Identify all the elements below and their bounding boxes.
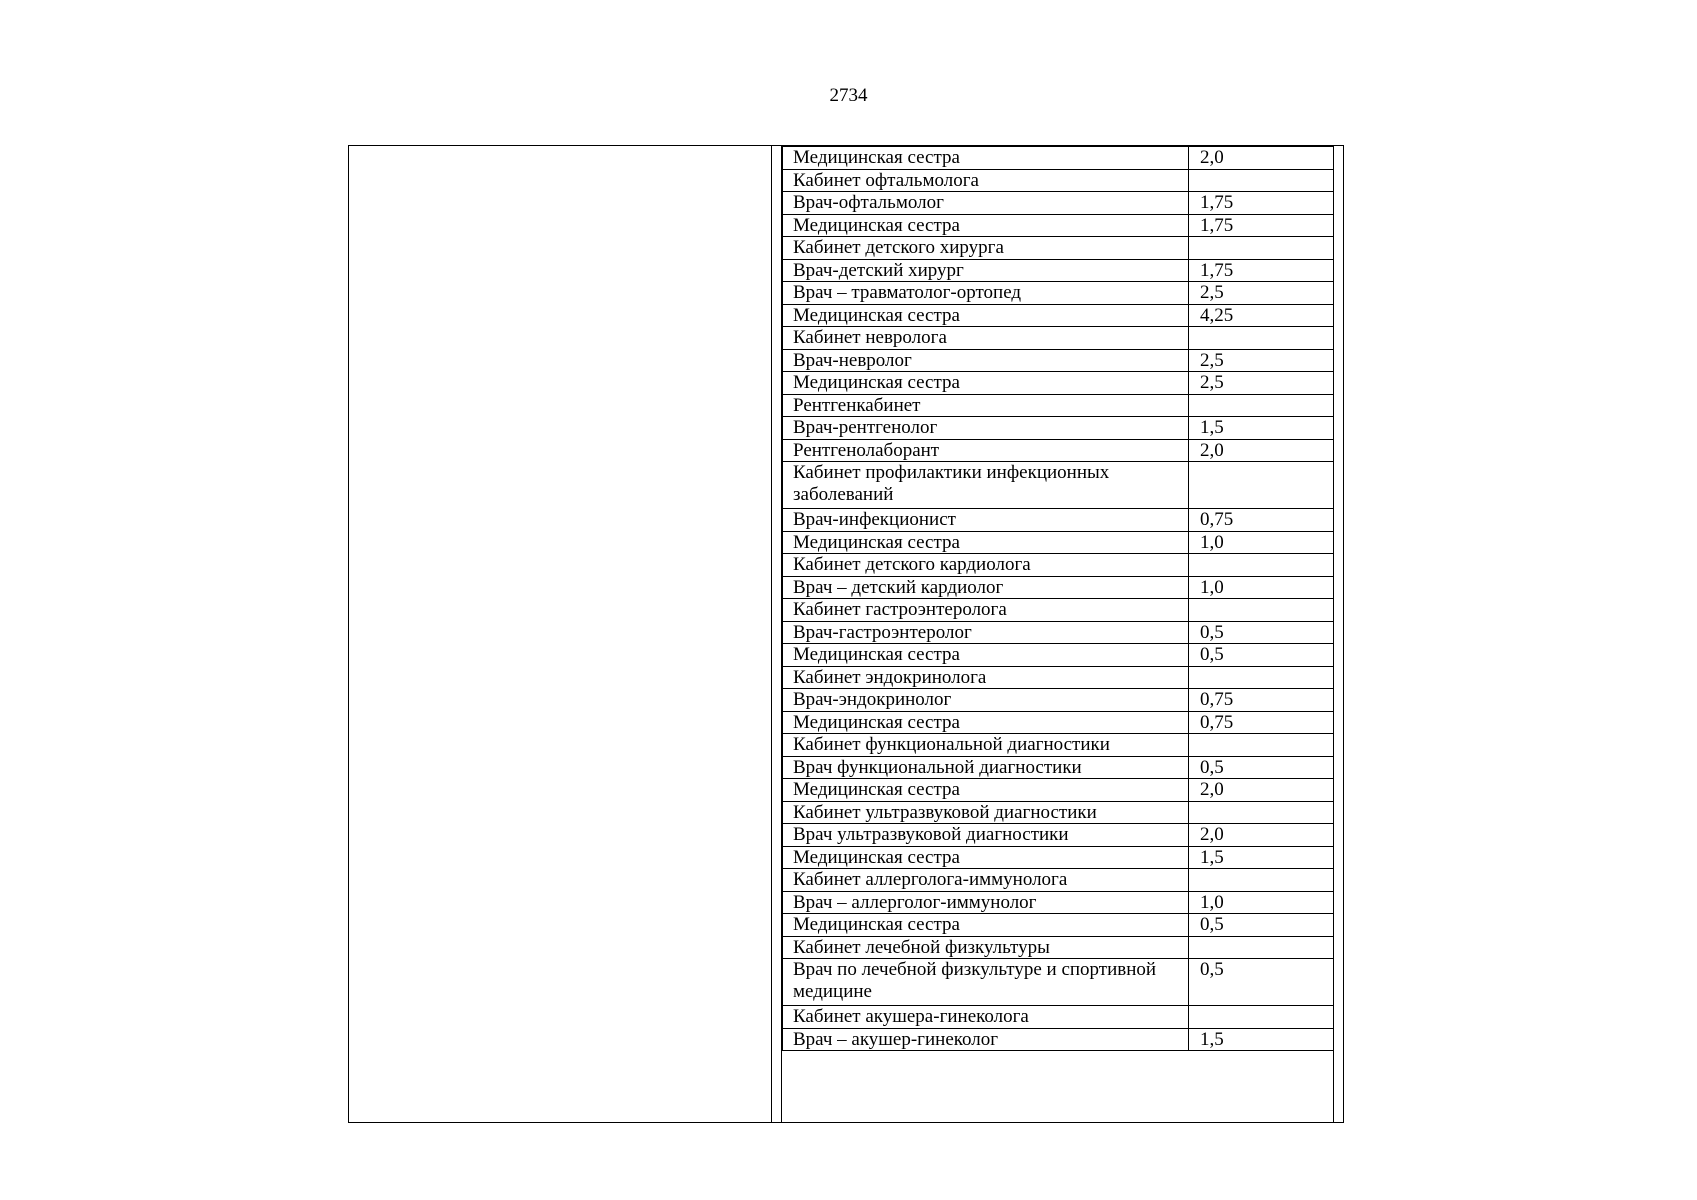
staff-count-cell: 1,0 bbox=[1189, 576, 1334, 599]
table-row bbox=[783, 147, 1334, 170]
table-row bbox=[783, 734, 1334, 757]
table-row bbox=[783, 304, 1334, 327]
table-row bbox=[783, 576, 1334, 599]
staff-count-cell: 0,5 bbox=[1189, 959, 1334, 1006]
table-row bbox=[783, 237, 1334, 260]
staff-count-cell: 0,75 bbox=[1189, 509, 1334, 532]
staff-count-cell: 1,75 bbox=[1189, 192, 1334, 215]
table-row bbox=[783, 959, 1334, 1006]
table-row bbox=[783, 711, 1334, 734]
table-row bbox=[783, 756, 1334, 779]
table-row bbox=[783, 349, 1334, 372]
position-name-cell: Врач функциональной диагностики bbox=[783, 756, 1189, 779]
table-row bbox=[783, 259, 1334, 282]
position-name-cell: Медицинская сестра bbox=[783, 644, 1189, 667]
table-row bbox=[783, 372, 1334, 395]
position-name-cell: Кабинет функциональной диагностики bbox=[783, 734, 1189, 757]
table-row bbox=[783, 554, 1334, 577]
position-name-cell: Врач ультразвуковой диагностики bbox=[783, 824, 1189, 847]
position-name-cell: Медицинская сестра bbox=[783, 914, 1189, 937]
table-row bbox=[783, 869, 1334, 892]
position-name-cell: Рентгенкабинет bbox=[783, 394, 1189, 417]
staffing-table-body bbox=[783, 147, 1334, 1051]
staff-count-cell bbox=[1189, 936, 1334, 959]
position-name-cell: Врач – детский кардиолог bbox=[783, 576, 1189, 599]
position-name-cell: Кабинет аллерголога-иммунолога bbox=[783, 869, 1189, 892]
table-row bbox=[783, 439, 1334, 462]
table-row bbox=[783, 462, 1334, 509]
table-row bbox=[783, 801, 1334, 824]
staff-count-cell: 1,75 bbox=[1189, 214, 1334, 237]
position-name-cell: Медицинская сестра bbox=[783, 779, 1189, 802]
table-row bbox=[783, 689, 1334, 712]
staff-count-cell bbox=[1189, 666, 1334, 689]
table-row bbox=[783, 169, 1334, 192]
staff-count-cell: 0,5 bbox=[1189, 621, 1334, 644]
staff-count-cell: 1,0 bbox=[1189, 891, 1334, 914]
position-name-cell: Врач-детский хирург bbox=[783, 259, 1189, 282]
staff-count-cell: 2,0 bbox=[1189, 439, 1334, 462]
position-name-cell: Рентгенолаборант bbox=[783, 439, 1189, 462]
position-name-cell: Врач – аллерголог-иммунолог bbox=[783, 891, 1189, 914]
staff-count-cell bbox=[1189, 237, 1334, 260]
position-name-cell: Врач – акушер-гинеколог bbox=[783, 1028, 1189, 1051]
staff-count-cell: 2,5 bbox=[1189, 372, 1334, 395]
position-name-cell: Медицинская сестра bbox=[783, 372, 1189, 395]
staff-count-cell: 2,5 bbox=[1189, 349, 1334, 372]
staff-count-cell: 1,75 bbox=[1189, 259, 1334, 282]
staff-count-cell: 0,5 bbox=[1189, 914, 1334, 937]
staff-count-cell bbox=[1189, 734, 1334, 757]
position-name-cell: Кабинет детского хирурга bbox=[783, 237, 1189, 260]
staff-count-cell bbox=[1189, 869, 1334, 892]
position-name-cell: Врач-рентгенолог bbox=[783, 417, 1189, 440]
position-name-cell: Врач-офтальмолог bbox=[783, 192, 1189, 215]
table-row bbox=[783, 824, 1334, 847]
position-name-cell: Врач-инфекционист bbox=[783, 509, 1189, 532]
staff-count-cell bbox=[1189, 599, 1334, 622]
staff-count-cell: 2,0 bbox=[1189, 824, 1334, 847]
position-name-cell: Кабинет ультразвуковой диагностики bbox=[783, 801, 1189, 824]
staff-count-cell: 0,5 bbox=[1189, 756, 1334, 779]
table-row bbox=[783, 417, 1334, 440]
position-name-cell: Медицинская сестра bbox=[783, 214, 1189, 237]
table-row bbox=[783, 531, 1334, 554]
staff-count-cell bbox=[1189, 394, 1334, 417]
position-name-cell: Медицинская сестра bbox=[783, 846, 1189, 869]
staff-count-cell bbox=[1189, 801, 1334, 824]
table-row bbox=[783, 282, 1334, 305]
staff-count-cell: 1,0 bbox=[1189, 531, 1334, 554]
table-row bbox=[783, 214, 1334, 237]
staff-count-cell bbox=[1189, 1006, 1334, 1029]
staff-count-cell: 2,0 bbox=[1189, 779, 1334, 802]
position-name-cell: Врач-гастроэнтеролог bbox=[783, 621, 1189, 644]
table-row bbox=[783, 779, 1334, 802]
position-name-cell: Медицинская сестра bbox=[783, 147, 1189, 170]
staff-count-cell: 1,5 bbox=[1189, 417, 1334, 440]
table-row bbox=[783, 936, 1334, 959]
position-name-cell: Кабинет детского кардиолога bbox=[783, 554, 1189, 577]
position-name-cell: Кабинет акушера-гинеколога bbox=[783, 1006, 1189, 1029]
staff-count-cell: 0,75 bbox=[1189, 711, 1334, 734]
position-name-cell: Врач-невролог bbox=[783, 349, 1189, 372]
table-row bbox=[783, 394, 1334, 417]
position-name-cell: Кабинет гастроэнтеролога bbox=[783, 599, 1189, 622]
table-row bbox=[783, 914, 1334, 937]
staff-count-cell bbox=[1189, 462, 1334, 509]
table-row bbox=[783, 509, 1334, 532]
staff-count-cell bbox=[1189, 327, 1334, 350]
staff-count-cell: 2,0 bbox=[1189, 147, 1334, 170]
staff-count-cell bbox=[1189, 169, 1334, 192]
table-row bbox=[783, 192, 1334, 215]
position-name-cell: Кабинет невролога bbox=[783, 327, 1189, 350]
position-name-cell: Медицинская сестра bbox=[783, 304, 1189, 327]
table-row bbox=[783, 599, 1334, 622]
table-row bbox=[783, 644, 1334, 667]
staff-count-cell: 1,5 bbox=[1189, 1028, 1334, 1051]
staff-count-cell: 4,25 bbox=[1189, 304, 1334, 327]
table-row bbox=[783, 1006, 1334, 1029]
page-number: 2734 bbox=[829, 85, 868, 106]
staff-count-cell: 0,75 bbox=[1189, 689, 1334, 712]
position-name-cell: Медицинская сестра bbox=[783, 531, 1189, 554]
table-row bbox=[783, 666, 1334, 689]
table-row bbox=[783, 1028, 1334, 1051]
position-name-cell: Кабинет профилактики инфекционных заболеваний bbox=[783, 462, 1189, 509]
staff-count-cell: 2,5 bbox=[1189, 282, 1334, 305]
table-row bbox=[783, 846, 1334, 869]
table-row bbox=[783, 327, 1334, 350]
position-name-cell: Кабинет офтальмолога bbox=[783, 169, 1189, 192]
column-divider-left bbox=[771, 145, 772, 1123]
position-name-cell: Врач – травматолог-ортопед bbox=[783, 282, 1189, 305]
staff-count-cell: 0,5 bbox=[1189, 644, 1334, 667]
position-name-cell: Врач-эндокринолог bbox=[783, 689, 1189, 712]
table-row bbox=[783, 621, 1334, 644]
staff-count-cell: 1,5 bbox=[1189, 846, 1334, 869]
staff-count-cell bbox=[1189, 554, 1334, 577]
position-name-cell: Кабинет лечебной физкультуры bbox=[783, 936, 1189, 959]
position-name-cell: Врач по лечебной физкультуре и спортивной медицине bbox=[783, 959, 1189, 1006]
position-name-cell: Медицинская сестра bbox=[783, 711, 1189, 734]
staffing-table bbox=[782, 146, 1334, 1051]
position-name-cell: Кабинет эндокринолога bbox=[783, 666, 1189, 689]
table-row bbox=[783, 891, 1334, 914]
